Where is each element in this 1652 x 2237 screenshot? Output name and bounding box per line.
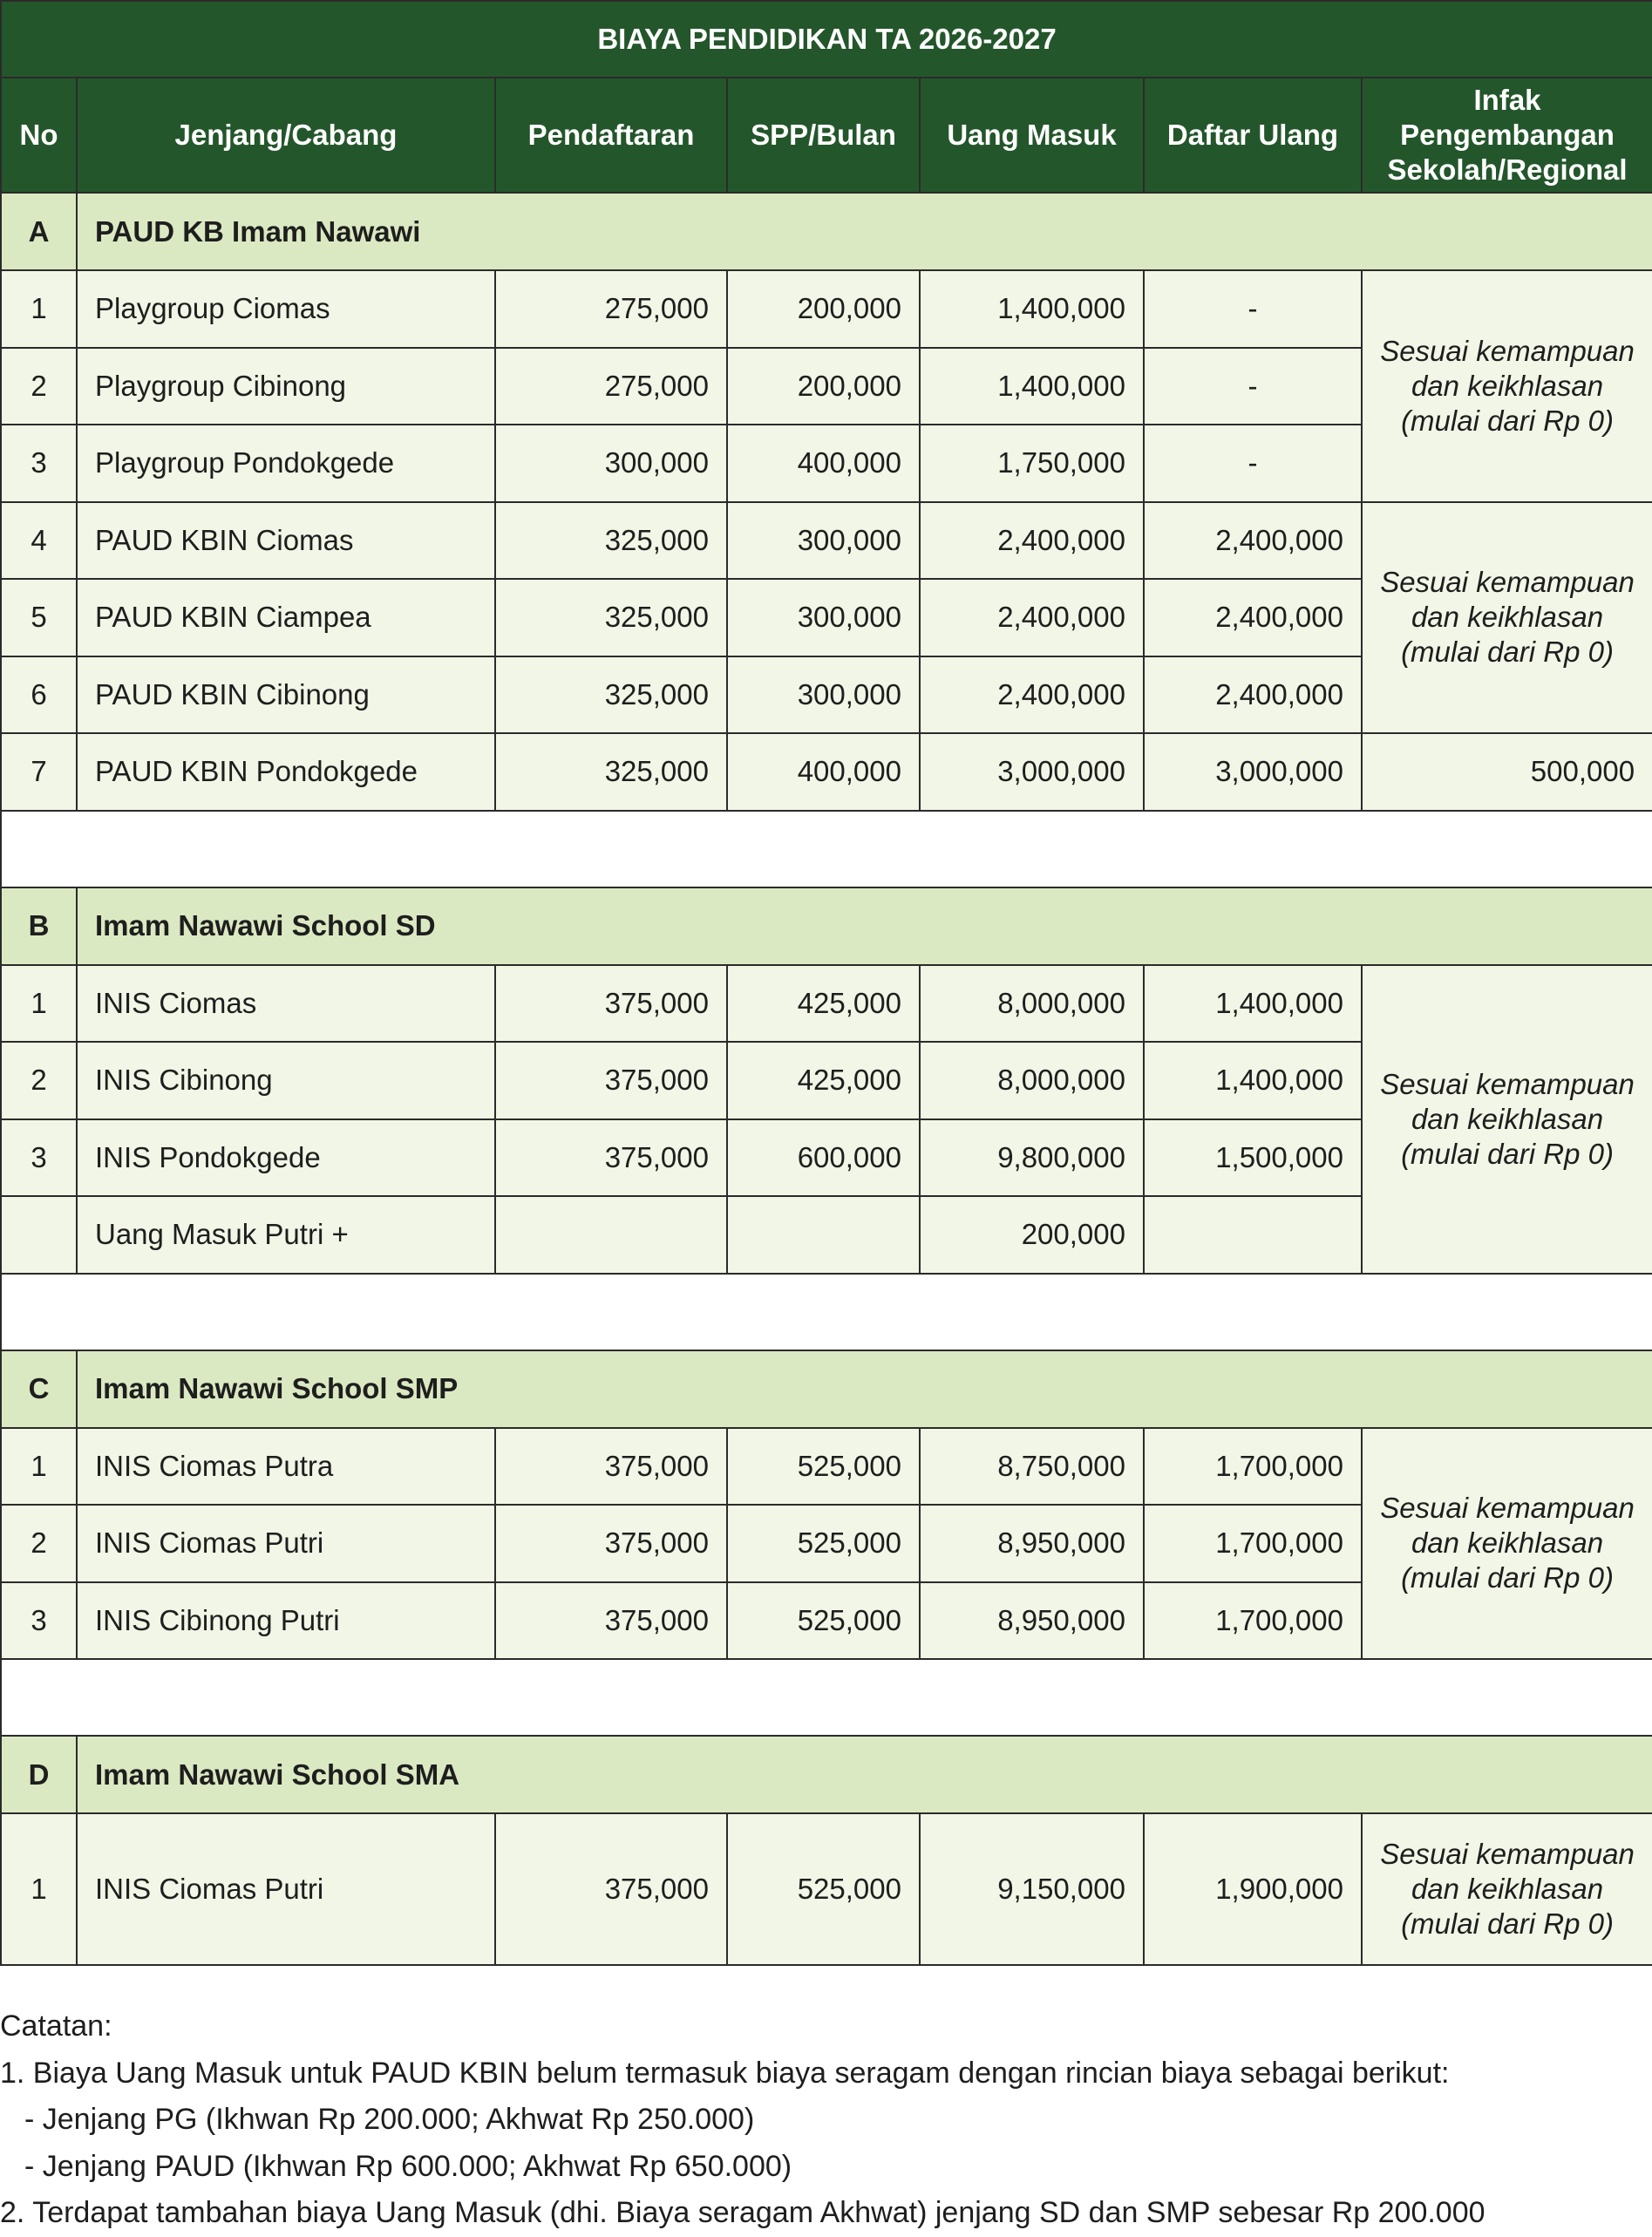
row-spp: 200,000 <box>727 270 920 348</box>
table-row <box>1 733 1652 811</box>
section-header-b <box>1 887 1652 965</box>
table-row <box>1 965 1652 1043</box>
row-no: 1 <box>1 270 77 348</box>
section-name: PAUD KB Imam Nawawi <box>77 193 1652 270</box>
row-spp: 525,000 <box>727 1813 920 1965</box>
row-name: PAUD KBIN Ciomas <box>77 502 495 580</box>
section-header-a <box>1 193 1652 270</box>
row-pendaftaran: 325,000 <box>495 579 727 656</box>
row-no: 3 <box>1 1582 77 1660</box>
row-uang-masuk: 2,400,000 <box>920 502 1144 580</box>
section-letter: C <box>1 1350 77 1428</box>
row-spp: 300,000 <box>727 656 920 734</box>
row-no: 5 <box>1 579 77 656</box>
col-header-uang-masuk: Uang Masuk <box>920 78 1144 193</box>
row-spp: 600,000 <box>727 1119 920 1197</box>
row-spp: 425,000 <box>727 1042 920 1119</box>
row-no: 6 <box>1 656 77 734</box>
col-header-daftar-ulang: Daftar Ulang <box>1144 78 1362 193</box>
spacer-cell <box>1 1659 1652 1736</box>
row-uang-masuk: 2,400,000 <box>920 579 1144 656</box>
row-name: INIS Ciomas <box>77 965 495 1043</box>
row-uang-masuk: 200,000 <box>920 1196 1144 1274</box>
table-row <box>1 270 1652 348</box>
row-name: Playgroup Ciomas <box>77 270 495 348</box>
col-header-jenjang: Jenjang/Cabang <box>77 78 495 193</box>
col-header-infak: Infak Pengembangan Sekolah/Regional <box>1362 78 1652 193</box>
row-uang-masuk: 1,400,000 <box>920 348 1144 425</box>
row-uang-masuk: 1,400,000 <box>920 270 1144 348</box>
row-uang-masuk: 1,750,000 <box>920 425 1144 502</box>
row-name: Playgroup Cibinong <box>77 348 495 425</box>
row-name: Uang Masuk Putri + <box>77 1196 495 1274</box>
row-uang-masuk: 9,800,000 <box>920 1119 1144 1197</box>
section-name: Imam Nawawi School SD <box>77 887 1652 965</box>
infak-note: Sesuai kemampuan dan keikhlasan (mulai dari Rp 0) <box>1362 1428 1652 1660</box>
spacer-cell <box>1 1274 1652 1350</box>
row-pendaftaran: 375,000 <box>495 1813 727 1965</box>
row-no: 7 <box>1 733 77 811</box>
col-header-pendaftaran: Pendaftaran <box>495 78 727 193</box>
row-pendaftaran: 275,000 <box>495 270 727 348</box>
row-no: 4 <box>1 502 77 580</box>
row-pendaftaran: 375,000 <box>495 965 727 1043</box>
note-item: 2. Terdapat tambahan biaya Uang Masuk (dhi. Biaya seragam Akhwat) jenjang SD dan SMP sebesar Rp 200.000 <box>0 2196 1485 2229</box>
row-no <box>1 1196 77 1274</box>
section-letter: D <box>1 1736 77 1813</box>
row-pendaftaran: 375,000 <box>495 1042 727 1119</box>
table-row <box>1 502 1652 580</box>
table-row <box>1 1813 1652 1965</box>
infak-note: Sesuai kemampuan dan keikhlasan (mulai dari Rp 0) <box>1362 502 1652 734</box>
col-header-spp: SPP/Bulan <box>727 78 920 193</box>
table-row <box>1 1428 1652 1506</box>
row-no: 2 <box>1 1505 77 1582</box>
row-name: Playgroup Pondokgede <box>77 425 495 502</box>
row-pendaftaran <box>495 1196 727 1274</box>
row-daftar-ulang: 2,400,000 <box>1144 502 1362 580</box>
section-letter: A <box>1 193 77 270</box>
note-subitem: - Jenjang PAUD (Ikhwan Rp 600.000; Akhwat Rp 650.000) <box>24 2149 792 2183</box>
row-daftar-ulang: 2,400,000 <box>1144 656 1362 734</box>
notes-section <box>0 2003 1652 2237</box>
row-daftar-ulang: 1,700,000 <box>1144 1428 1362 1506</box>
row-spp: 300,000 <box>727 579 920 656</box>
row-no: 2 <box>1 1042 77 1119</box>
row-no: 1 <box>1 965 77 1043</box>
row-spp <box>727 1196 920 1274</box>
row-pendaftaran: 375,000 <box>495 1582 727 1660</box>
row-daftar-ulang: 2,400,000 <box>1144 579 1362 656</box>
row-pendaftaran: 375,000 <box>495 1428 727 1506</box>
row-uang-masuk: 8,000,000 <box>920 965 1144 1043</box>
row-daftar-ulang: - <box>1144 348 1362 425</box>
row-spp: 525,000 <box>727 1428 920 1506</box>
row-spp: 300,000 <box>727 502 920 580</box>
spacer-row <box>1 1274 1652 1350</box>
section-name: Imam Nawawi School SMP <box>77 1350 1652 1428</box>
col-header-no: No <box>1 78 77 193</box>
spacer-row <box>1 811 1652 887</box>
row-name: PAUD KBIN Ciampea <box>77 579 495 656</box>
row-daftar-ulang: 3,000,000 <box>1144 733 1362 811</box>
row-pendaftaran: 325,000 <box>495 733 727 811</box>
row-spp: 200,000 <box>727 348 920 425</box>
row-daftar-ulang: 1,400,000 <box>1144 1042 1362 1119</box>
row-name: INIS Pondokgede <box>77 1119 495 1197</box>
row-daftar-ulang: 1,500,000 <box>1144 1119 1362 1197</box>
row-spp: 400,000 <box>727 425 920 502</box>
row-name: INIS Ciomas Putri <box>77 1813 495 1965</box>
row-daftar-ulang: - <box>1144 425 1362 502</box>
row-uang-masuk: 2,400,000 <box>920 656 1144 734</box>
note-subitem: - Jenjang PG (Ikhwan Rp 200.000; Akhwat Rp 250.000) <box>24 2103 755 2136</box>
row-name: INIS Cibinong Putri <box>77 1582 495 1660</box>
row-pendaftaran: 300,000 <box>495 425 727 502</box>
section-header-d <box>1 1736 1652 1813</box>
row-spp: 525,000 <box>727 1505 920 1582</box>
row-no: 2 <box>1 348 77 425</box>
section-header-c <box>1 1350 1652 1428</box>
section-name: Imam Nawawi School SMA <box>77 1736 1652 1813</box>
notes-heading: Catatan: <box>0 2009 112 2043</box>
row-spp: 525,000 <box>727 1582 920 1660</box>
infak-note: Sesuai kemampuan dan keikhlasan (mulai dari Rp 0) <box>1362 270 1652 502</box>
row-no: 3 <box>1 425 77 502</box>
table-title: BIAYA PENDIDIKAN TA 2026-2027 <box>1 1 1652 78</box>
row-uang-masuk: 3,000,000 <box>920 733 1144 811</box>
row-name: INIS Ciomas Putra <box>77 1428 495 1506</box>
row-no: 1 <box>1 1428 77 1506</box>
row-uang-masuk: 8,750,000 <box>920 1428 1144 1506</box>
row-uang-masuk: 8,950,000 <box>920 1582 1144 1660</box>
row-daftar-ulang <box>1144 1196 1362 1274</box>
row-spp: 425,000 <box>727 965 920 1043</box>
row-daftar-ulang: 1,700,000 <box>1144 1582 1362 1660</box>
row-no: 1 <box>1 1813 77 1965</box>
row-daftar-ulang: 1,900,000 <box>1144 1813 1362 1965</box>
row-uang-masuk: 8,950,000 <box>920 1505 1144 1582</box>
row-name: INIS Ciomas Putri <box>77 1505 495 1582</box>
row-daftar-ulang: 1,700,000 <box>1144 1505 1362 1582</box>
row-uang-masuk: 8,000,000 <box>920 1042 1144 1119</box>
row-uang-masuk: 9,150,000 <box>920 1813 1144 1965</box>
row-spp: 400,000 <box>727 733 920 811</box>
section-letter: B <box>1 887 77 965</box>
row-pendaftaran: 325,000 <box>495 656 727 734</box>
infak-note: Sesuai kemampuan dan keikhlasan (mulai dari Rp 0) <box>1362 1813 1652 1965</box>
row-pendaftaran: 325,000 <box>495 502 727 580</box>
row-name: PAUD KBIN Pondokgede <box>77 733 495 811</box>
row-daftar-ulang: 1,400,000 <box>1144 965 1362 1043</box>
row-name: INIS Cibinong <box>77 1042 495 1119</box>
spacer-row <box>1 1659 1652 1736</box>
spacer-cell <box>1 811 1652 887</box>
note-item: 1. Biaya Uang Masuk untuk PAUD KBIN belum termasuk biaya seragam dengan rincian biaya sebagai berikut: <box>0 2056 1450 2090</box>
infak-note: Sesuai kemampuan dan keikhlasan (mulai dari Rp 0) <box>1362 965 1652 1274</box>
row-name: PAUD KBIN Cibinong <box>77 656 495 734</box>
row-pendaftaran: 375,000 <box>495 1119 727 1197</box>
row-no: 3 <box>1 1119 77 1197</box>
column-header-row <box>1 78 1652 193</box>
row-daftar-ulang: - <box>1144 270 1362 348</box>
row-infak: 500,000 <box>1362 733 1652 811</box>
row-pendaftaran: 375,000 <box>495 1505 727 1582</box>
row-pendaftaran: 275,000 <box>495 348 727 425</box>
title-row <box>1 1 1652 78</box>
